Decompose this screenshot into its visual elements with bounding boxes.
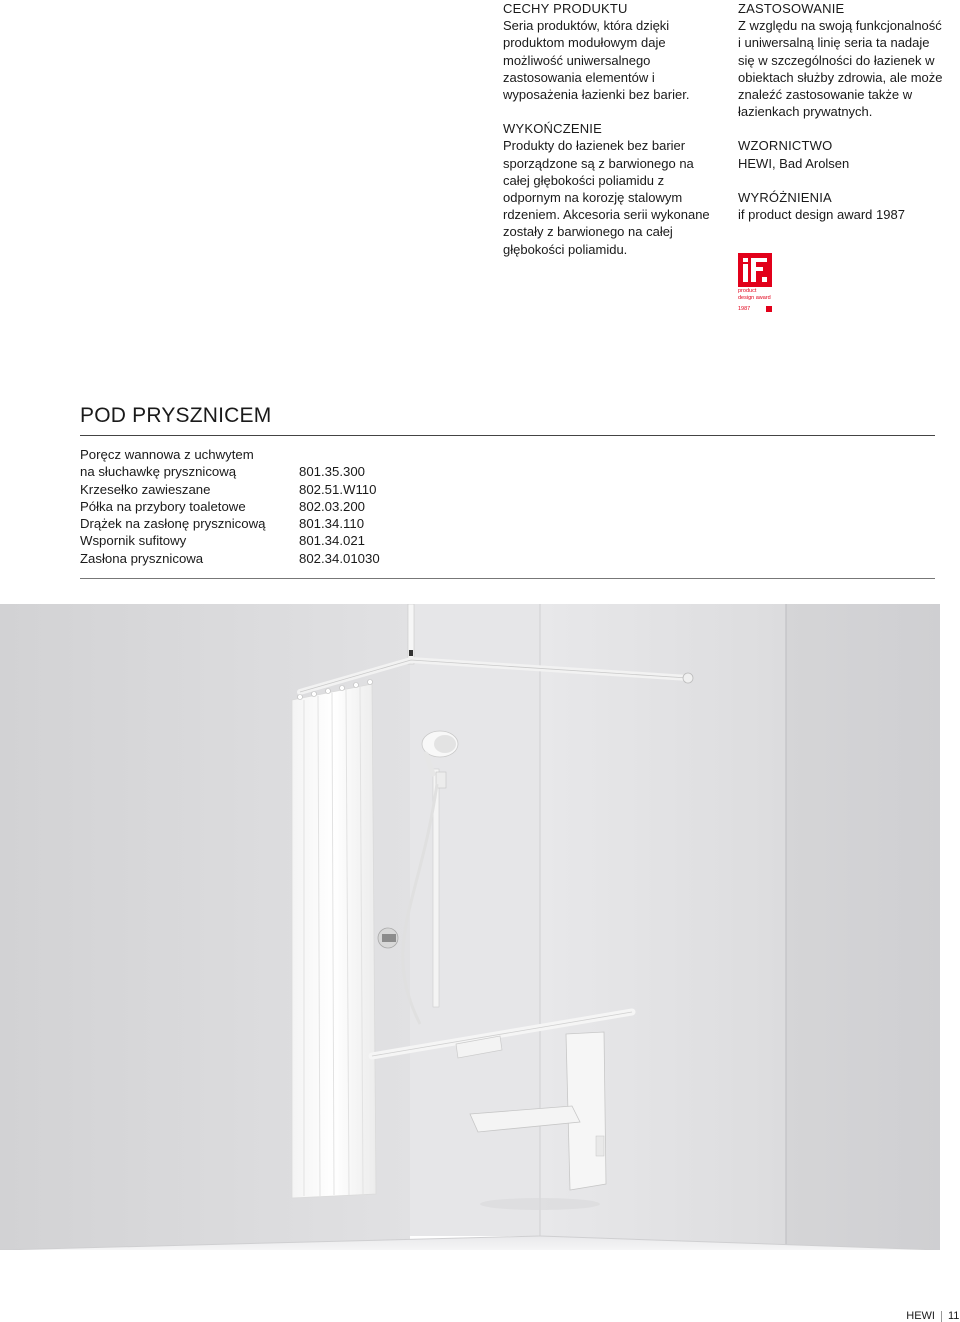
- product-name: Zasłona prysznicowa: [80, 550, 204, 566]
- product-list: [80, 446, 380, 567]
- product-row: [80, 481, 380, 498]
- product-name: Wspornik sufitowy: [80, 533, 187, 549]
- product-code: 801.34.110: [299, 516, 365, 532]
- if-logo-year-row: [738, 306, 774, 314]
- product-code: 801.35.300: [299, 464, 366, 480]
- design-block: [738, 137, 948, 171]
- product-name: Poręcz wannowa z uchwytem: [80, 447, 254, 462]
- product-name: na słuchawkę prysznicową: [80, 464, 237, 480]
- product-row: [80, 515, 380, 532]
- product-row: [80, 446, 380, 463]
- product-code: 802.03.200: [299, 498, 366, 514]
- product-name: Półka na przybory toaletowe: [80, 498, 246, 514]
- product-row: [80, 463, 380, 480]
- shower-product-photo: [0, 604, 940, 1250]
- features-title: CECHY PRODUKTU: [503, 1, 628, 16]
- application-title: ZASTOSOWANIE: [738, 1, 845, 16]
- awards-text: if product design award 1987: [738, 207, 905, 223]
- divider-top: [80, 435, 935, 436]
- finish-block: [503, 120, 713, 258]
- footer-separator: [941, 1311, 942, 1322]
- page-footer: [906, 1310, 960, 1322]
- if-logo-square-icon: [766, 306, 772, 312]
- product-code: 802.34.01030: [299, 550, 380, 566]
- product-row: [80, 498, 380, 515]
- product-name: Drążek na zasłonę prysznicową: [80, 516, 266, 532]
- divider-bottom: [80, 578, 935, 579]
- text-column-right: [738, 0, 948, 240]
- finish-text: Produkty do łazienek bez barier sporządzone są z barwionego na całej głębokości poliamidu z odpornym na korozję stalowym rdzeniem. Akcesoria serii wykonane zostały z barwionego na całej głębokości poliamidu.: [503, 138, 710, 257]
- design-text: HEWI, Bad Arolsen: [738, 155, 850, 171]
- if-logo-icon: [738, 253, 772, 287]
- product-row: [80, 532, 380, 549]
- product-name: Krzesełko zawieszane: [80, 481, 211, 497]
- footer-brand: HEWI: [906, 1310, 935, 1322]
- application-text: Z względu na swoją funkcjonalność i uniwersalną linię seria ta nadaje się w szczególności do łazienek w obiektach służby zdrowia, ale może znaleźć zastosowanie także w łazienkach prywatnych.: [738, 18, 943, 120]
- if-logo-caption: product design award: [738, 288, 771, 301]
- page-number: 11: [948, 1310, 960, 1322]
- awards-title: WYRÓŻNIENIA: [738, 189, 832, 205]
- product-row: [80, 550, 380, 567]
- finish-title: WYKOŃCZENIE: [503, 121, 602, 137]
- if-logo-graphic: [738, 253, 772, 287]
- awards-block: [738, 189, 948, 223]
- features-block: [503, 0, 713, 103]
- if-award-logo: [738, 253, 774, 314]
- product-code: 802.51.W110: [299, 481, 377, 497]
- application-block: [738, 0, 948, 120]
- product-code: 801.34.021: [299, 533, 366, 549]
- if-logo-year: 1987: [738, 306, 751, 312]
- text-column-middle: [503, 0, 713, 275]
- design-title: WZORNICTWO: [738, 138, 833, 154]
- shower-illustration: [0, 604, 940, 1250]
- features-text: Seria produktów, która dzięki produktom modułowym daje możliwość uniwersalnego zastosowania elementów i wyposażenia łazienki bez barier.: [503, 18, 690, 103]
- shower-section-heading: POD PRYSZNICEM: [80, 404, 272, 427]
